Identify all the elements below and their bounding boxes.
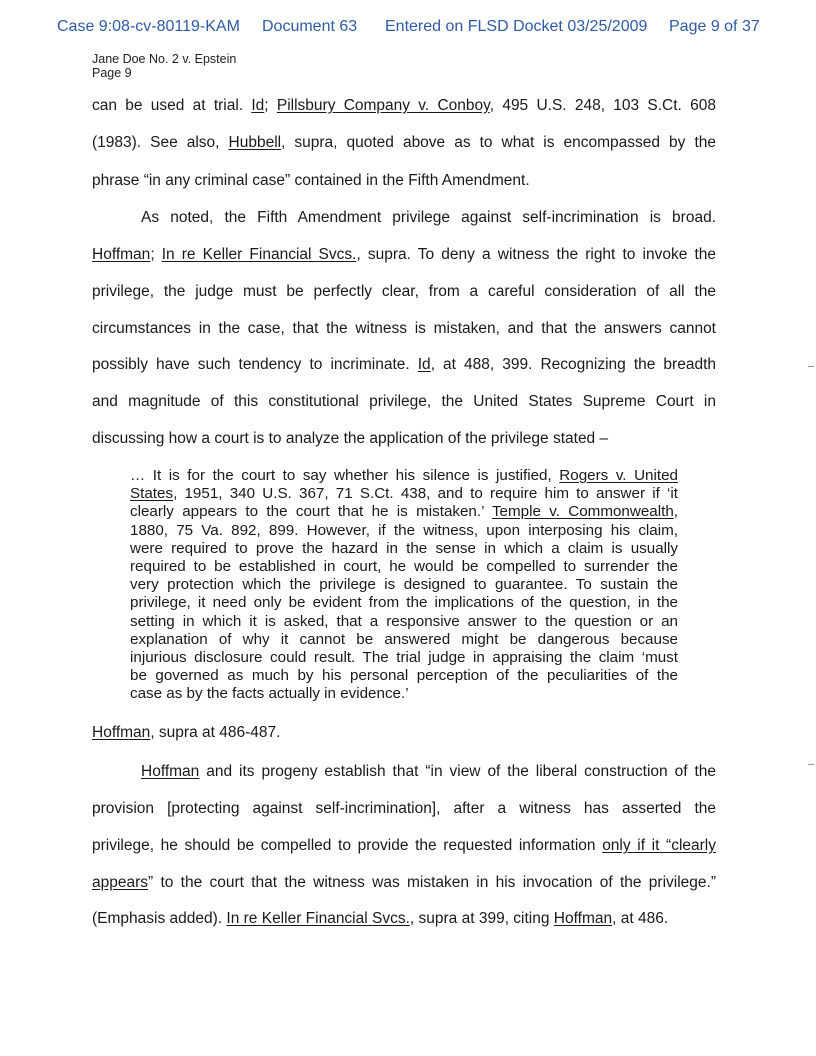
quote-line: setting in which it is asked, that a responsive answer to the question or an [130,612,678,630]
text-line: discussing how a court is to analyze the application of the privilege stated – [92,430,609,447]
quote-line: very protection which the privilege is designed to guarantee. To sustain the [130,576,678,594]
scan-margin-mark [808,764,814,765]
quote-line: injurious disclosure could result. The trial judge in appraising the claim ‘must [130,648,678,666]
citation-line: Hoffman, supra at 486-487. [92,724,281,741]
text-line: circumstances in the case, that the witness is mistaken, and that the answers cannot [92,320,716,337]
docket-entry-date: Entered on FLSD Docket 03/25/2009 [385,18,648,35]
text-line: appears” to the court that the witness was mistaken in his invocation of the privilege.” [92,874,716,891]
document-number: Document 63 [262,18,358,35]
quote-line: privilege, it need only be evident from the implications of the question, in the [130,594,678,612]
quote-line: States, 1951, 340 U.S. 367, 71 S.Ct. 438, and to require him to answer if ‘it [130,485,678,503]
quote-line: be governed as much by his personal perception of the peculiarities of the [130,667,678,685]
case-name: Jane Doe No. 2 v. Epstein [92,52,237,66]
text-line: privilege, the judge must be perfectly clear, from a careful consideration of all the [92,283,716,300]
quote-line: 1880, 75 Va. 892, 899. However, if the witness, upon interposing his claim, [130,521,678,539]
text-line: Hoffman and its progeny establish that “in view of the liberal construction of the [141,763,716,780]
text-line: possibly have such tendency to incriminate. Id, at 488, 399. Recognizing the breadth [92,356,716,373]
block-quote [130,467,678,703]
page-label: Page 9 [92,66,132,80]
scan-margin-mark [808,366,814,367]
quote-line: explanation of why it cannot be answered might be dangerous because [130,630,678,648]
text-line: Hoffman; In re Keller Financial Svcs., supra. To deny a witness the right to invoke the [92,246,716,263]
quote-line: were required to prove the hazard in the sense in which a claim is usually [130,539,678,557]
text-line: phrase “in any criminal case” contained in the Fifth Amendment. [92,172,530,189]
text-line: (Emphasis added). In re Keller Financial Svcs., supra at 399, citing Hoffman, at 486. [92,910,669,927]
text-line: can be used at trial. Id; Pillsbury Company v. Conboy, 495 U.S. 248, 103 S.Ct. 608 [92,97,716,114]
text-line: provision [protecting against self-incrimination], after a witness has asserted the [92,800,716,817]
case-number: Case 9:08-cv-80119-KAM [57,18,240,35]
quote-line: … It is for the court to say whether his silence is justified, Rogers v. United [130,467,678,484]
case-caption [92,52,236,80]
text-line: As noted, the Fifth Amendment privilege against self-incrimination is broad. [141,209,716,226]
text-line: (1983). See also, Hubbell, supra, quoted above as to what is encompassed by the [92,134,716,151]
docket-header [0,18,816,38]
quote-line: clearly appears to the court that he is mistaken.’ Temple v. Commonwealth, [130,503,679,521]
text-line: privilege, he should be compelled to provide the requested information only if it “clearly [92,837,716,854]
quote-line: case as by the facts actually in evidence.’ [130,685,409,703]
text-line: and magnitude of this constitutional privilege, the United States Supreme Court in [92,393,716,410]
page-count: Page 9 of 37 [669,18,760,35]
quote-line: required to be established in court, he would be compelled to surrender the [130,557,678,575]
